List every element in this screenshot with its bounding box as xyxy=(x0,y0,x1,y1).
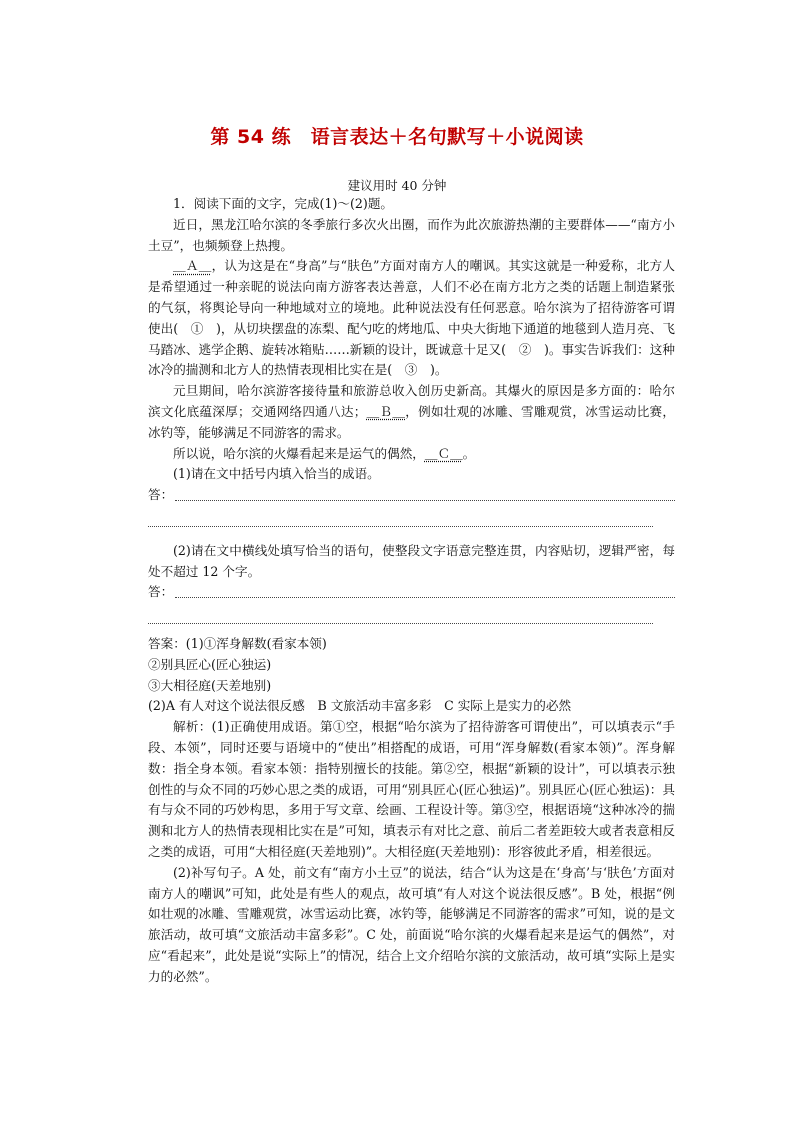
answer-dotted-line xyxy=(175,500,675,501)
content-body xyxy=(148,194,675,987)
blank-c: ＿Ｃ＿ xyxy=(424,445,463,461)
passage-paragraph-4-text-b: 。 xyxy=(462,445,476,461)
answer-line-1[interactable] xyxy=(148,485,675,506)
answer-dotted-line[interactable] xyxy=(148,603,653,624)
sub-question-2: (2)请在文中横线处填写恰当的语句，使整段文字语意完整连贯，内容贴切，逻辑严密，每处不超过 12 个字。 xyxy=(148,542,675,579)
blank-b: ＿Ｂ＿ xyxy=(366,403,406,419)
passage-paragraph-3-text-b: ，例如壮观的冰雕、雪雕观赏，冰雪运动比赛，冰钓等，能够满足不同游客的需求。 xyxy=(148,403,676,440)
answer-3: ③大相径庭(天差地别) xyxy=(148,677,272,693)
answer-2: ②别具匠心(匠心独运) xyxy=(148,656,272,672)
sub-question-1: (1)请在文中括号内填入恰当的成语。 xyxy=(173,466,380,482)
passage-paragraph-3 xyxy=(148,381,675,443)
passage-paragraph-4 xyxy=(148,444,675,465)
passage-paragraph-1: 近日，黑龙江哈尔滨的冬季旅行多次火出圈，而作为此次旅游热潮的主要群体——“南方小土豆”，也频频登上热搜。 xyxy=(148,216,675,253)
passage-paragraph-4-text-a: 所以说，哈尔滨的火爆看起来是运气的偶然， xyxy=(173,445,425,461)
answer-line-2[interactable] xyxy=(148,582,675,603)
passage-paragraph-3-text-a: 元旦期间，哈尔滨游客接待量和旅游总收入创历史新高。其爆火的原因是多方面的：哈尔滨文化底蕴深厚；交通网络四通八达； xyxy=(148,383,675,419)
passage-paragraph-2 xyxy=(148,256,675,381)
blank-a: ＿Ａ＿ xyxy=(173,258,212,274)
answer-dotted-line[interactable] xyxy=(148,506,653,527)
answer-dotted-line xyxy=(175,597,675,598)
answer-label-2: 答： xyxy=(148,584,174,600)
suggested-time: 建议用时 40 分钟 xyxy=(347,178,447,193)
analysis-paragraph-1: 解析：(1)正确使用成语。第①空，根据“哈尔滨为了招待游客可谓使出”，可以填表示“手段、本领”，同时还要与语境中的“使出”相搭配的成语，可用“浑身解数(看家本领)”。浑身解数：指全身本领。看家本领：指特别擅长的技能。第②空，根据“新颖的设计”，可以填表示独创性的与众不同的巧妙心思之类的成语，可用“别具匠心(匠心独运)”。别具匠心(匠心独运)：具有与众不同的巧妙构思，多用于写文章、绘画、工程设计等。第③空，根据语境“这种冰冷的揣测和北方人的热情表现相比实在是”可知，填表示有对比之意、前后二者差距较大或者表意相反之类的成语，可用“大相径庭(天差地别)”。大相径庭(天差地别)：形容彼此矛盾，相差很远。 xyxy=(148,719,675,859)
answer-4: (2)A 有人对这个说法很反感 B 文旅活动丰富多彩 C 实际上是实力的必然 xyxy=(148,698,572,714)
analysis-paragraph-2: (2)补写句子。A 处，前文有“南方小土豆”的说法，结合“认为这是在‘身高’与‘肤色’方面对南方人的嘲讽”可知，此处是有些人的观点，故可填“有人对这个说法很反感”。B 处，根据“例如壮观的冰雕、雪雕观赏，冰雪运动比赛，冰钓等，能够满足不同游客的需求”可知，说的是文旅活动，故可填“文旅活动丰富多彩”。C 处，前面说“哈尔滨的火爆看起来是运气的偶然”，对应“看起来”，此处是说“实际上”的情况，结合上文介绍哈尔滨的文旅活动，故可填“实际上是实力的必然”。 xyxy=(148,864,675,984)
passage-paragraph-2-text: ，认为这是在“身高”与“肤色”方面对南方人的嘲讽。其实这就是一种爱称，北方人是希望通过一种亲昵的说法向南方游客表达善意，人们不必在南方北方之类的话题上制造紧张的气氛，将舆论导向一种地域对立的境地。此种说法没有任何恶意。哈尔滨为了招待游客可谓使出( ① )，从切块摆盘的冻梨、配勺吃的烤地瓜、中央大街地下通道的地毯到人造月亮、飞马踏冰、逃学企鹅、旋转冰箱贴……新颖的设计，既诚意十足又( ② )。事实告诉我们：这种冰冷的揣测和北方人的热情表现相比实在是( ③ )。 xyxy=(148,258,675,378)
answer-1: 答案：(1)①浑身解数(看家本领) xyxy=(148,635,327,651)
question-intro: 1．阅读下面的文字，完成(1)～(2)题。 xyxy=(173,196,394,211)
answer-label-1: 答： xyxy=(148,487,174,503)
page-title: 第 54 练 语言表达＋名句默写＋小说阅读 xyxy=(210,126,584,148)
